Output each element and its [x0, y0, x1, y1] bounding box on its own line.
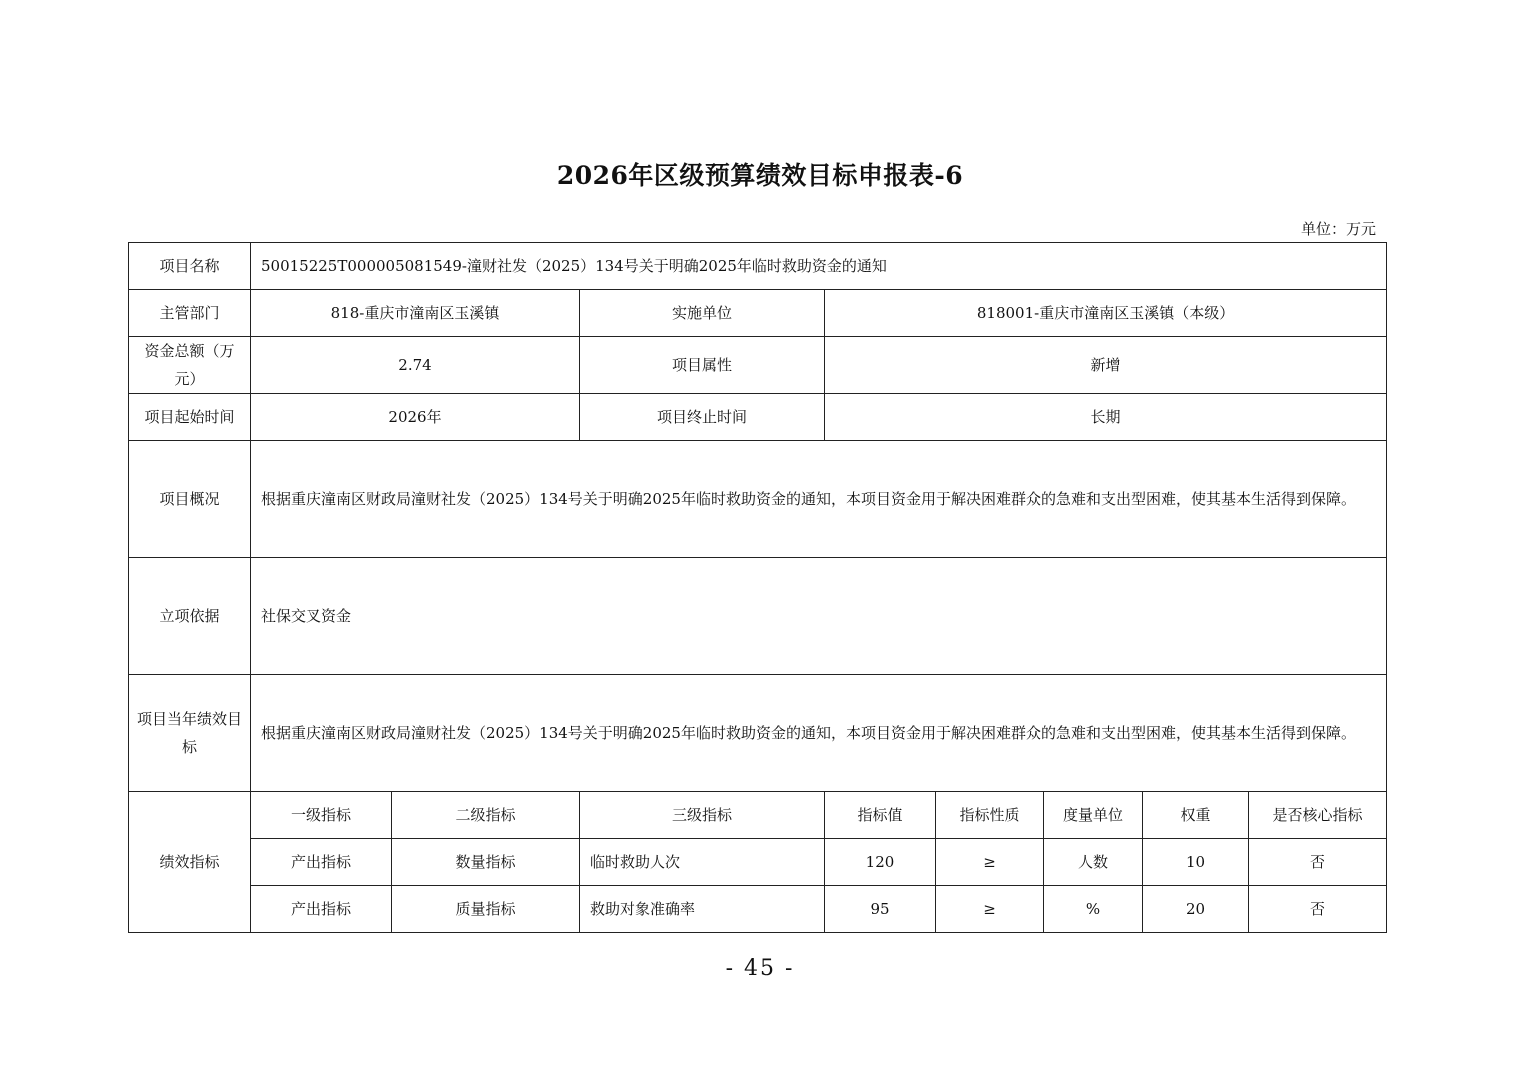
- performance-target-table: [128, 242, 1387, 933]
- header-level2: 二级指标: [392, 792, 580, 839]
- indicator-row: [129, 839, 1387, 886]
- header-nature: 指标性质: [936, 792, 1044, 839]
- table-row: [129, 337, 1387, 394]
- cell-level2: 数量指标: [392, 839, 580, 886]
- value-attribute: 新增: [825, 337, 1387, 394]
- header-value: 指标值: [825, 792, 936, 839]
- value-end-time: 长期: [825, 394, 1387, 441]
- value-total-funds: 2.74: [251, 337, 580, 394]
- value-dept: 818-重庆市潼南区玉溪镇: [251, 290, 580, 337]
- value-project-name: 50015225T000005081549-潼财社发（2025）134号关于明确2025年临时救助资金的通知: [251, 243, 1387, 290]
- cell-core: 否: [1249, 886, 1387, 933]
- header-weight: 权重: [1143, 792, 1249, 839]
- value-impl-unit: 818001-重庆市潼南区玉溪镇（本级）: [825, 290, 1387, 337]
- label-basis: 立项依据: [129, 558, 251, 675]
- label-year-goal: 项目当年绩效目标: [129, 675, 251, 792]
- value-basis: 社保交叉资金: [251, 558, 1387, 675]
- table-row: [129, 290, 1387, 337]
- page-number: - 45 -: [725, 956, 795, 981]
- label-dept: 主管部门: [129, 290, 251, 337]
- label-indicators: 绩效指标: [129, 792, 251, 933]
- cell-level1: 产出指标: [251, 886, 392, 933]
- table-row: [129, 441, 1387, 558]
- cell-level1: 产出指标: [251, 839, 392, 886]
- cell-weight: 20: [1143, 886, 1249, 933]
- cell-core: 否: [1249, 839, 1387, 886]
- label-end-time: 项目终止时间: [580, 394, 825, 441]
- cell-level2: 质量指标: [392, 886, 580, 933]
- header-level1: 一级指标: [251, 792, 392, 839]
- cell-unit: %: [1044, 886, 1143, 933]
- label-total-funds: 资金总额（万元）: [129, 337, 251, 394]
- value-year-goal: 根据重庆潼南区财政局潼财社发（2025）134号关于明确2025年临时救助资金的通知，本项目资金用于解决困难群众的急难和支出型困难，使其基本生活得到保障。: [251, 675, 1387, 792]
- header-unit: 度量单位: [1044, 792, 1143, 839]
- value-start-time: 2026年: [251, 394, 580, 441]
- cell-level3: 救助对象准确率: [580, 886, 825, 933]
- indicator-header-row: [129, 792, 1387, 839]
- cell-level3: 临时救助人次: [580, 839, 825, 886]
- value-overview: 根据重庆潼南区财政局潼财社发（2025）134号关于明确2025年临时救助资金的通知，本项目资金用于解决困难群众的急难和支出型困难，使其基本生活得到保障。: [251, 441, 1387, 558]
- label-project-name: 项目名称: [129, 243, 251, 290]
- cell-nature: ≥: [936, 886, 1044, 933]
- cell-weight: 10: [1143, 839, 1249, 886]
- cell-unit: 人数: [1044, 839, 1143, 886]
- table-row: [129, 243, 1387, 290]
- table-row: [129, 675, 1387, 792]
- page-title: 2026年区级预算绩效目标申报表-6: [556, 161, 964, 190]
- label-attribute: 项目属性: [580, 337, 825, 394]
- cell-nature: ≥: [936, 839, 1044, 886]
- indicator-row: [129, 886, 1387, 933]
- table-row: [129, 558, 1387, 675]
- unit-label: 单位：万元: [1300, 220, 1376, 238]
- table-row: [129, 394, 1387, 441]
- label-impl-unit: 实施单位: [580, 290, 825, 337]
- cell-value: 120: [825, 839, 936, 886]
- header-level3: 三级指标: [580, 792, 825, 839]
- label-overview: 项目概况: [129, 441, 251, 558]
- cell-value: 95: [825, 886, 936, 933]
- header-core: 是否核心指标: [1249, 792, 1387, 839]
- label-start-time: 项目起始时间: [129, 394, 251, 441]
